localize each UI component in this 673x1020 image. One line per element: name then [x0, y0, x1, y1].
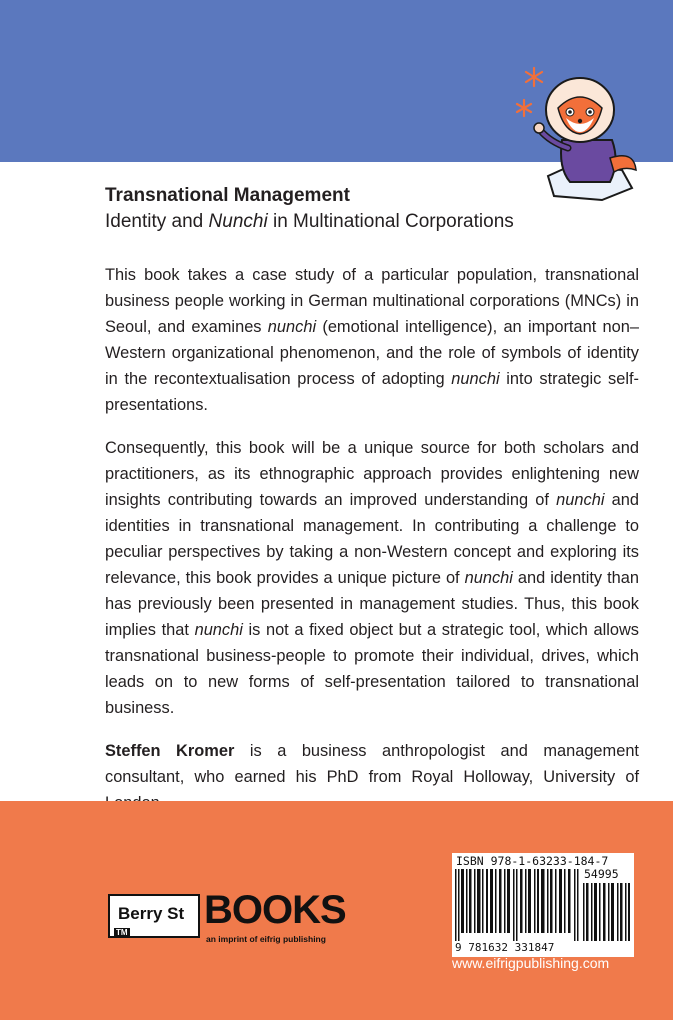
snowflake-icon	[517, 100, 531, 116]
publisher-website: www.eifrigpublishing.com	[452, 955, 610, 971]
ean-bars	[455, 869, 581, 941]
price-code: 54995	[584, 867, 619, 881]
title-block	[105, 184, 645, 234]
barcode	[452, 853, 634, 957]
isbn-text: ISBN 978-1-63233-184-7	[456, 854, 609, 868]
logo-sign	[108, 894, 200, 938]
subtitle-text: Identity and	[105, 211, 209, 232]
logo-imprint-text: an imprint of eifrig publishing	[206, 934, 326, 944]
subtitle-text: in Multinational Corporations	[267, 211, 514, 232]
snowflake-icon	[526, 68, 542, 86]
paragraph-2: Consequently, this book will be a unique source for both scholars and practitioners, as its ethnographic approach provides enlightening new insights contributing towards an improved understanding of nunchi and identities in transnational management. In contributing a challenge to peculiar perspectives by taking a non-Western concept and exploring its relevance, this book provides a unique picture of nunchi and identity than has previously been presented in management studies. Thus, this book implies that nunchi is not a fixed object but a strategic tool, which allows transnational business-people to promote their individual, drives, which leads on to new forms of self-presentation tailored to transnational business.	[105, 439, 640, 717]
paragraph-1: This book takes a case study of a particular population, transnational business people working in German multinational corporations (MNCs) in Seoul, and examines nunchi (emotional intelligence), an important non–Western organizational phenomenon, and the role of symbols of identity in the recontextualisation process of adopting nunchi into strategic self-presentations.	[105, 266, 639, 414]
blurb	[105, 262, 639, 833]
book-title: Transnational Management	[105, 185, 350, 206]
ean-digits: 9 781632 331847	[455, 941, 555, 954]
price-bars	[583, 883, 631, 941]
logo-berry-text: Berry St	[118, 904, 185, 923]
author-name: Steffen Kromer	[105, 742, 235, 760]
logo-tm: TM	[116, 928, 128, 937]
logo-books-text: BOOKS	[204, 888, 346, 932]
author-bio: Steffen Kromer is a business anthropologist and management consultant, who earned his PhD from Royal Holloway, University of	[105, 742, 639, 786]
publisher-logo	[108, 888, 346, 950]
subtitle-italic: Nunchi	[208, 211, 268, 232]
book-subtitle	[105, 210, 645, 234]
